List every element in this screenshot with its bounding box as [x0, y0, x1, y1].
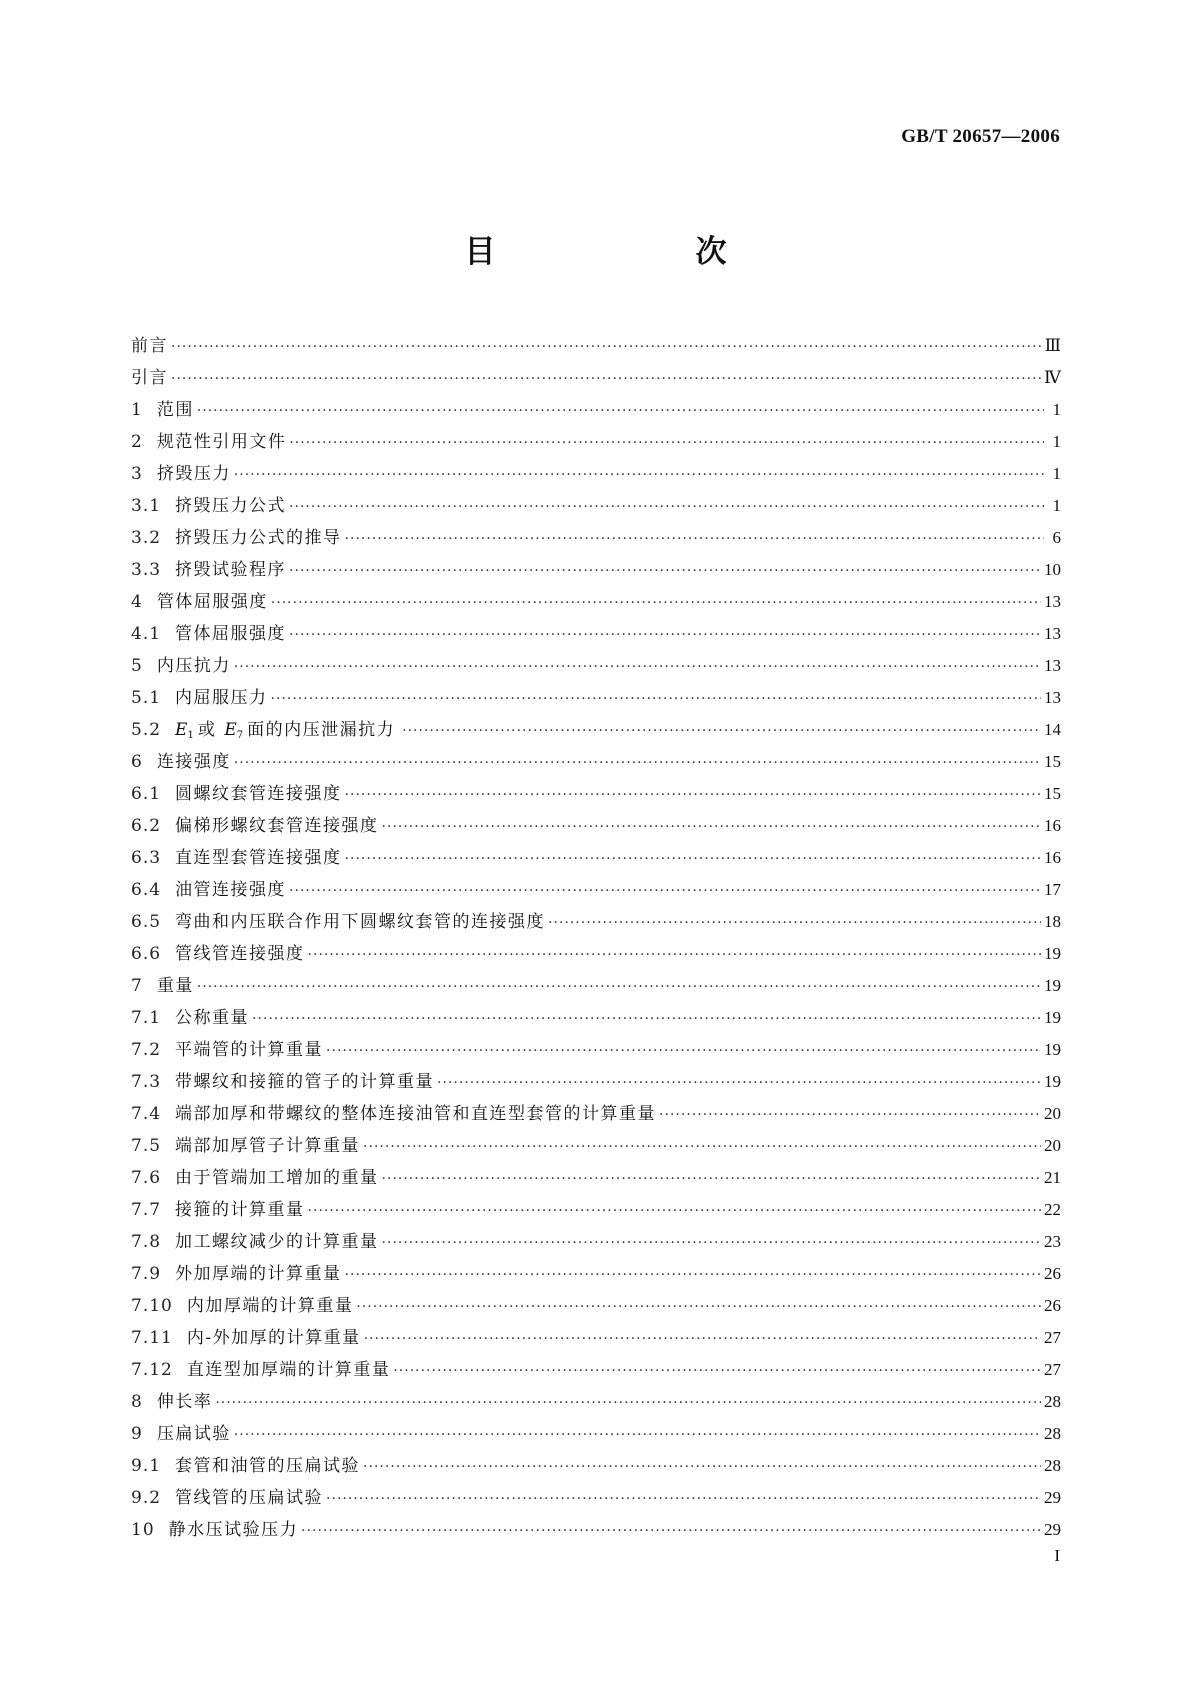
toc-page-number: 16	[1044, 848, 1061, 867]
toc-entry-title: 前言	[131, 336, 168, 356]
page-title: 目 次	[464, 234, 773, 270]
toc-entry-title: 挤毁压力	[156, 464, 231, 484]
toc-leader-dots	[252, 1003, 1041, 1035]
toc-entry-title: 重量	[156, 976, 194, 996]
toc-leader-dots	[289, 427, 1044, 459]
toc-entry-title: 公称重量	[175, 1008, 250, 1028]
toc-section-number: 5	[131, 656, 143, 676]
toc-entry-title: 内压抗力	[156, 656, 231, 676]
toc-section-number: 6	[131, 752, 143, 772]
toc-page-number: 23	[1044, 1232, 1061, 1251]
toc-entry[interactable]	[131, 1482, 1061, 1514]
toc-entry-title: 内加厚端的计算重量	[186, 1296, 354, 1316]
toc-entry[interactable]	[131, 1354, 1061, 1386]
toc-page-number: 22	[1044, 1200, 1061, 1219]
toc-section-number: 1	[131, 400, 143, 420]
toc-section-number: 7.3	[131, 1072, 162, 1092]
toc-entry-title: 内屈服压力	[175, 688, 268, 708]
toc-section-number: 6.2	[131, 816, 162, 836]
toc-entry-title: 平端管的计算重量	[175, 1040, 324, 1060]
toc-entry[interactable]	[131, 394, 1061, 426]
toc-page-number: 20	[1044, 1104, 1061, 1123]
toc-entry[interactable]	[131, 586, 1061, 618]
toc-entry[interactable]	[131, 1130, 1061, 1162]
toc-leader-dots	[345, 779, 1041, 811]
toc-page-number: 13	[1044, 592, 1061, 611]
toc-leader-dots	[326, 1483, 1041, 1515]
math-subscript: 1	[187, 730, 194, 741]
toc-leader-dots	[234, 1419, 1041, 1451]
toc-page-number: 19	[1044, 1040, 1061, 1059]
toc-entry-title: 端部加厚和带螺纹的整体连接油管和直连型套管的计算重量	[175, 1104, 657, 1124]
toc-entry[interactable]	[131, 1162, 1061, 1194]
toc-entry[interactable]	[131, 1514, 1061, 1546]
toc-entry[interactable]	[131, 1450, 1061, 1482]
toc-leader-dots	[289, 555, 1041, 587]
toc-entry[interactable]	[131, 1066, 1061, 1098]
toc-leader-dots	[345, 523, 1044, 555]
toc-leader-dots	[289, 875, 1041, 907]
toc-page-number: 18	[1044, 912, 1061, 931]
toc-section-number: 7.1	[131, 1008, 162, 1028]
toc-page-number: 27	[1044, 1360, 1061, 1379]
toc-entry-title: 范围	[156, 400, 194, 420]
toc-section-number: 7.12	[131, 1360, 173, 1380]
toc-leader-dots	[234, 651, 1041, 683]
toc-section-number: 3.2	[131, 528, 162, 548]
toc-leader-dots	[345, 1259, 1041, 1291]
toc-entry-title: 套管和油管的压扁试验	[175, 1456, 361, 1476]
toc-section-number: 4.1	[131, 624, 162, 644]
toc-leader-dots	[548, 907, 1041, 939]
toc-entry-title: 接箍的计算重量	[175, 1200, 305, 1220]
toc-section-number: 7.7	[131, 1200, 162, 1220]
toc-entry-title: 直连型套管连接强度	[175, 848, 342, 868]
toc-entry-introduction[interactable]	[131, 362, 1061, 394]
toc-leader-dots	[197, 395, 1044, 427]
toc-entry-title: 偏梯形螺纹套管连接强度	[175, 816, 379, 836]
toc-leader-dots	[197, 971, 1041, 1003]
toc-entry-foreword[interactable]	[131, 330, 1061, 362]
toc-section-number: 10	[131, 1520, 155, 1540]
toc-leader-dots	[301, 1515, 1041, 1547]
toc-entry[interactable]	[131, 490, 1061, 522]
toc-page-number: 29	[1044, 1488, 1061, 1507]
toc-page-number: 20	[1044, 1136, 1061, 1155]
toc-entry[interactable]	[131, 682, 1061, 714]
toc-section-number: 7.6	[131, 1168, 162, 1188]
toc-entry[interactable]	[131, 1386, 1061, 1418]
toc-entry-title: 压扁试验	[156, 1424, 231, 1444]
toc-entry[interactable]	[131, 1034, 1061, 1066]
toc-entry[interactable]	[131, 1002, 1061, 1034]
toc-leader-dots	[289, 619, 1041, 651]
toc-leader-dots	[363, 1451, 1041, 1483]
toc-entry-title: 静水压试验压力	[168, 1520, 299, 1540]
toc-entry-title: 加工螺纹减少的计算重量	[175, 1232, 379, 1252]
toc-page-number: 19	[1044, 976, 1061, 995]
toc-leader-dots	[308, 1195, 1041, 1227]
toc-page-number: 26	[1044, 1264, 1061, 1283]
toc-page-number: Ⅳ	[1044, 368, 1061, 387]
toc-section-number: 9.2	[131, 1488, 162, 1508]
toc-section-number: 6.6	[131, 944, 162, 964]
toc-section-number: 3	[131, 464, 143, 484]
toc-page-number: 17	[1044, 880, 1061, 899]
toc-entry[interactable]	[131, 906, 1061, 938]
toc-entry-title-mid: 或	[197, 720, 217, 740]
page-folio: I	[1054, 1546, 1060, 1565]
toc-entry[interactable]	[131, 746, 1061, 778]
toc-entry-title: 管线管连接强度	[175, 944, 305, 964]
toc-entry-title: 弯曲和内压联合作用下圆螺纹套管的连接强度	[175, 912, 546, 932]
toc-leader-dots	[234, 459, 1044, 491]
toc-entry[interactable]	[131, 938, 1061, 970]
toc-section-number: 7.11	[131, 1328, 173, 1348]
toc-page-number: 1	[1052, 400, 1061, 419]
toc-section-number: 6.3	[131, 848, 162, 868]
toc-leader-dots	[271, 683, 1041, 715]
toc-page-number: 10	[1044, 560, 1061, 579]
toc-entry-title: 管体屈服强度	[175, 624, 287, 644]
toc-entry-title: 挤毁压力公式	[175, 496, 287, 516]
toc-entry-title: 管线管的压扁试验	[175, 1488, 324, 1508]
math-base: E	[175, 720, 188, 740]
toc-section-number: 7.4	[131, 1104, 162, 1124]
toc-section-number: 9	[131, 1424, 143, 1444]
toc-entry[interactable]	[131, 970, 1061, 1002]
toc-page-number: 28	[1044, 1392, 1061, 1411]
toc-entry[interactable]	[131, 810, 1061, 842]
toc-page-number: 14	[1044, 720, 1061, 739]
toc-entry-title: 连接强度	[156, 752, 231, 772]
toc-page-number: 1	[1052, 464, 1061, 483]
toc-page-number: 15	[1044, 752, 1061, 771]
toc-entry[interactable]	[131, 1258, 1061, 1290]
toc-leader-dots	[382, 1163, 1041, 1195]
math-subscript: 7	[236, 730, 244, 741]
toc-leader-dots	[356, 1291, 1041, 1323]
toc-page-number: 13	[1044, 656, 1061, 675]
toc-section-number: 7.5	[131, 1136, 162, 1156]
toc-leader-dots	[402, 715, 1041, 747]
toc-page-number: 28	[1044, 1424, 1061, 1443]
toc-entry-title: 带螺纹和接箍的管子的计算重量	[175, 1072, 435, 1092]
toc-entry-title: 伸长率	[156, 1392, 213, 1412]
toc-leader-dots	[234, 747, 1041, 779]
toc-entry-title: 规范性引用文件	[156, 432, 287, 452]
toc-leader-dots	[171, 363, 1041, 395]
toc-page-number: 6	[1052, 528, 1061, 547]
toc-entry-title: 挤毁试验程序	[175, 560, 287, 580]
toc-page-number: 19	[1044, 1072, 1061, 1091]
toc-page-number: 27	[1044, 1328, 1061, 1347]
toc-leader-dots	[345, 843, 1041, 875]
toc-page-number: 26	[1044, 1296, 1061, 1315]
toc-entry-title: 外加厚端的计算重量	[175, 1264, 342, 1284]
toc-entry[interactable]	[131, 1194, 1061, 1226]
toc-entry-title: 圆螺纹套管连接强度	[175, 784, 342, 804]
toc-leader-dots	[215, 1387, 1041, 1419]
toc-page-number: 29	[1044, 1520, 1061, 1539]
toc-leader-dots	[289, 491, 1044, 523]
toc-entry-title: 油管连接强度	[175, 880, 287, 900]
toc-entry[interactable]	[131, 1226, 1061, 1258]
toc-section-number: 7.10	[131, 1296, 173, 1316]
toc-entry-title: 由于管端加工增加的重量	[175, 1168, 379, 1188]
toc-section-number: 7.9	[131, 1264, 162, 1284]
toc-page-number: 21	[1044, 1168, 1061, 1187]
toc-section-number: 8	[131, 1392, 143, 1412]
toc-section-number: 2	[131, 432, 143, 452]
toc-leader-dots	[171, 331, 1042, 363]
toc-page-number: 1	[1052, 432, 1061, 451]
toc-page-number: 13	[1044, 688, 1061, 707]
math-base: E	[224, 720, 237, 740]
toc-section-number: 5.1	[131, 688, 162, 708]
table-of-contents	[131, 330, 1061, 1546]
toc-leader-dots	[382, 811, 1041, 843]
toc-entry-title: 端部加厚管子计算重量	[175, 1136, 361, 1156]
toc-section-number: 6.1	[131, 784, 162, 804]
toc-section-number: 9.1	[131, 1456, 162, 1476]
toc-section-number: 6.4	[131, 880, 162, 900]
toc-entry[interactable]	[131, 1098, 1061, 1130]
toc-section-number: 7.8	[131, 1232, 162, 1252]
toc-leader-dots	[271, 587, 1041, 619]
toc-section-number: 6.5	[131, 912, 162, 932]
toc-entry-title: 挤毁压力公式的推导	[175, 528, 342, 548]
toc-entry-title-post: 面的内压泄漏抗力	[247, 720, 396, 740]
toc-section-number: 3.3	[131, 560, 162, 580]
toc-entry[interactable]	[131, 874, 1061, 906]
toc-entry-title: 引言	[131, 368, 168, 388]
toc-section-number: 7.2	[131, 1040, 162, 1060]
standard-number: GB/T 20657—2006	[901, 126, 1060, 147]
toc-entry[interactable]	[131, 842, 1061, 874]
toc-page-number: 19	[1044, 1008, 1061, 1027]
toc-leader-dots	[363, 1131, 1041, 1163]
toc-leader-dots	[659, 1099, 1041, 1131]
toc-entry[interactable]	[131, 650, 1061, 682]
toc-entry[interactable]	[131, 1418, 1061, 1450]
toc-entry[interactable]	[131, 522, 1061, 554]
toc-entry-title: 直连型加厚端的计算重量	[186, 1360, 391, 1380]
toc-section-number: 3.1	[131, 496, 162, 516]
toc-entry-title: 管体屈服强度	[156, 592, 268, 612]
toc-page-number: 16	[1044, 816, 1061, 835]
toc-entry[interactable]	[131, 458, 1061, 490]
toc-leader-dots	[364, 1323, 1041, 1355]
toc-page-number: 28	[1044, 1456, 1061, 1475]
toc-leader-dots	[308, 939, 1041, 971]
toc-leader-dots	[393, 1355, 1041, 1387]
toc-entry[interactable]	[131, 1290, 1061, 1322]
toc-leader-dots	[326, 1035, 1041, 1067]
toc-section-number: 5.2	[131, 720, 162, 740]
toc-leader-dots	[437, 1067, 1041, 1099]
toc-page-number: 13	[1044, 624, 1061, 643]
toc-entry[interactable]	[131, 554, 1061, 586]
toc-leader-dots	[382, 1227, 1041, 1259]
toc-entry[interactable]	[131, 618, 1061, 650]
toc-page-number: Ⅲ	[1044, 336, 1061, 355]
toc-entry[interactable]	[131, 426, 1061, 458]
toc-page-number: 15	[1044, 784, 1061, 803]
toc-entry-title: 内-外加厚的计算重量	[186, 1328, 361, 1348]
toc-page-number: 1	[1052, 496, 1061, 515]
toc-entry[interactable]	[131, 714, 1061, 746]
toc-section-number: 4	[131, 592, 143, 612]
toc-page-number: 19	[1044, 944, 1061, 963]
toc-entry[interactable]	[131, 1322, 1061, 1354]
toc-section-number: 7	[131, 976, 143, 996]
toc-entry[interactable]	[131, 778, 1061, 810]
